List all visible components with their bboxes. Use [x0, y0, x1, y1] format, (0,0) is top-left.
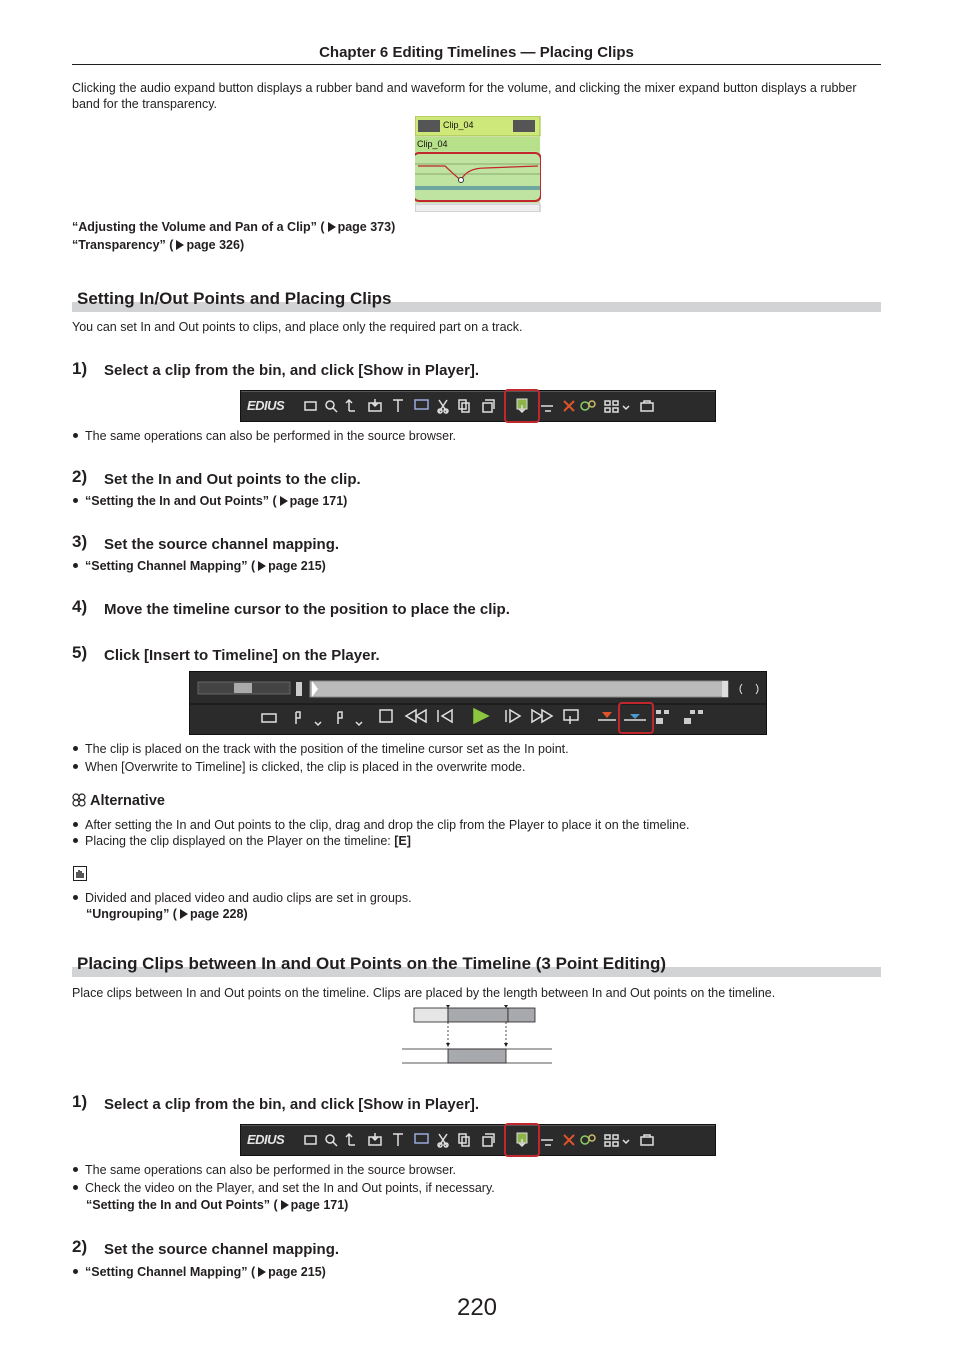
list-item: Check the video on the Player, and set the In and Out points, if necessary.: [72, 1179, 495, 1197]
step-text: Move the timeline cursor to the position to place the clip.: [104, 601, 510, 618]
arrow-icon: [176, 240, 184, 250]
list-item: Placing the clip displayed on the Player on the timeline: [E]: [72, 832, 411, 850]
section-title: Setting In/Out Points and Placing Clips: [77, 289, 392, 308]
step-number: 5): [72, 643, 88, 662]
arrow-icon: [280, 496, 288, 506]
clip-top-label: Clip_04: [443, 120, 474, 130]
arrow-icon: [180, 909, 188, 919]
step-text: Click [Insert to Timeline] on the Player.: [104, 647, 380, 664]
bin-toolbar: [240, 390, 716, 422]
list-item: After setting the In and Out points to the clip, drag and drop the clip from the Player to place it on the timeline.: [72, 816, 690, 834]
intro-text: Clicking the audio expand button displays a rubber band and waveform for the volume, and clicking the mixer expand button displays a rubber band for the transparency.: [72, 81, 857, 111]
section-desc: Place clips between In and Out points on the timeline. Clips are placed by the length between In and Out points on the timeline.: [72, 986, 776, 1000]
step-text: Select a clip from the bin, and click [Show in Player].: [104, 362, 480, 379]
shortcut-key: [E]: [394, 834, 411, 848]
step-number: 1): [72, 359, 88, 378]
arrow-icon: [281, 1200, 289, 1210]
page-number: 220: [456, 1294, 498, 1321]
chapter-header: Chapter 6 Editing Timelines — Placing Clips: [319, 44, 634, 61]
ref-volume-pan[interactable]: “Adjusting the Volume and Pan of a Clip” ( page 373): [72, 220, 396, 234]
ref-channel-mapping[interactable]: “Setting Channel Mapping” ( page 215): [72, 557, 326, 575]
clip-bottom-label: Clip_04: [417, 139, 448, 149]
alternative-title: Alternative: [90, 793, 165, 809]
step-number: 3): [72, 532, 88, 551]
section-title: Placing Clips between In and Out Points on the Timeline (3 Point Editing): [77, 954, 667, 973]
player-controls: [189, 671, 767, 735]
section-desc: You can set In and Out points to clips, and place only the required part on a track.: [72, 320, 523, 334]
step-text: Set the source channel mapping.: [104, 536, 340, 553]
step-text: Set the In and Out points to the clip.: [104, 471, 361, 488]
step-number: 1): [72, 1092, 88, 1111]
arrow-icon: [258, 561, 266, 571]
alternative-icon: [72, 793, 86, 807]
arrow-icon: [258, 1267, 266, 1277]
step-text: Set the source channel mapping.: [104, 1241, 340, 1258]
step-text: Select a clip from the bin, and click [Show in Player].: [104, 1096, 480, 1113]
arrow-icon: [328, 222, 336, 232]
edius-logo: EDIUS: [247, 1132, 285, 1147]
three-point-diagram: [400, 1004, 554, 1066]
bin-toolbar: [240, 1124, 716, 1156]
header-rule: [72, 64, 881, 65]
list-item: When [Overwrite to Timeline] is clicked, the clip is placed in the overwrite mode.: [72, 758, 525, 776]
list-item: The same operations can also be performed in the source browser.: [72, 1161, 456, 1179]
ref-in-out-points[interactable]: “Setting the In and Out Points” ( page 171): [72, 492, 347, 510]
note-icon: [73, 866, 87, 881]
step-number: 2): [72, 1237, 88, 1256]
ref-transparency[interactable]: “Transparency” ( page 326): [72, 238, 245, 252]
edius-logo: EDIUS: [247, 398, 285, 413]
show-in-player-highlight[interactable]: [504, 1123, 540, 1157]
ref-in-out-points[interactable]: “Setting the In and Out Points” ( page 171): [86, 1198, 349, 1212]
step-number: 2): [72, 467, 88, 486]
ref-ungrouping[interactable]: “Ungrouping” ( page 228): [86, 907, 248, 921]
insert-to-timeline-highlight[interactable]: [618, 702, 654, 734]
list-item: Divided and placed video and audio clips are set in groups.: [72, 889, 412, 907]
list-item: The same operations can also be performed in the source browser.: [72, 427, 456, 445]
list-item: The clip is placed on the track with the position of the timeline cursor set as the In point.: [72, 740, 569, 758]
show-in-player-highlight[interactable]: [504, 389, 540, 423]
ref-channel-mapping[interactable]: “Setting Channel Mapping” ( page 215): [72, 1263, 326, 1281]
step-number: 4): [72, 597, 88, 616]
clip-rubberband-figure: [415, 116, 541, 212]
